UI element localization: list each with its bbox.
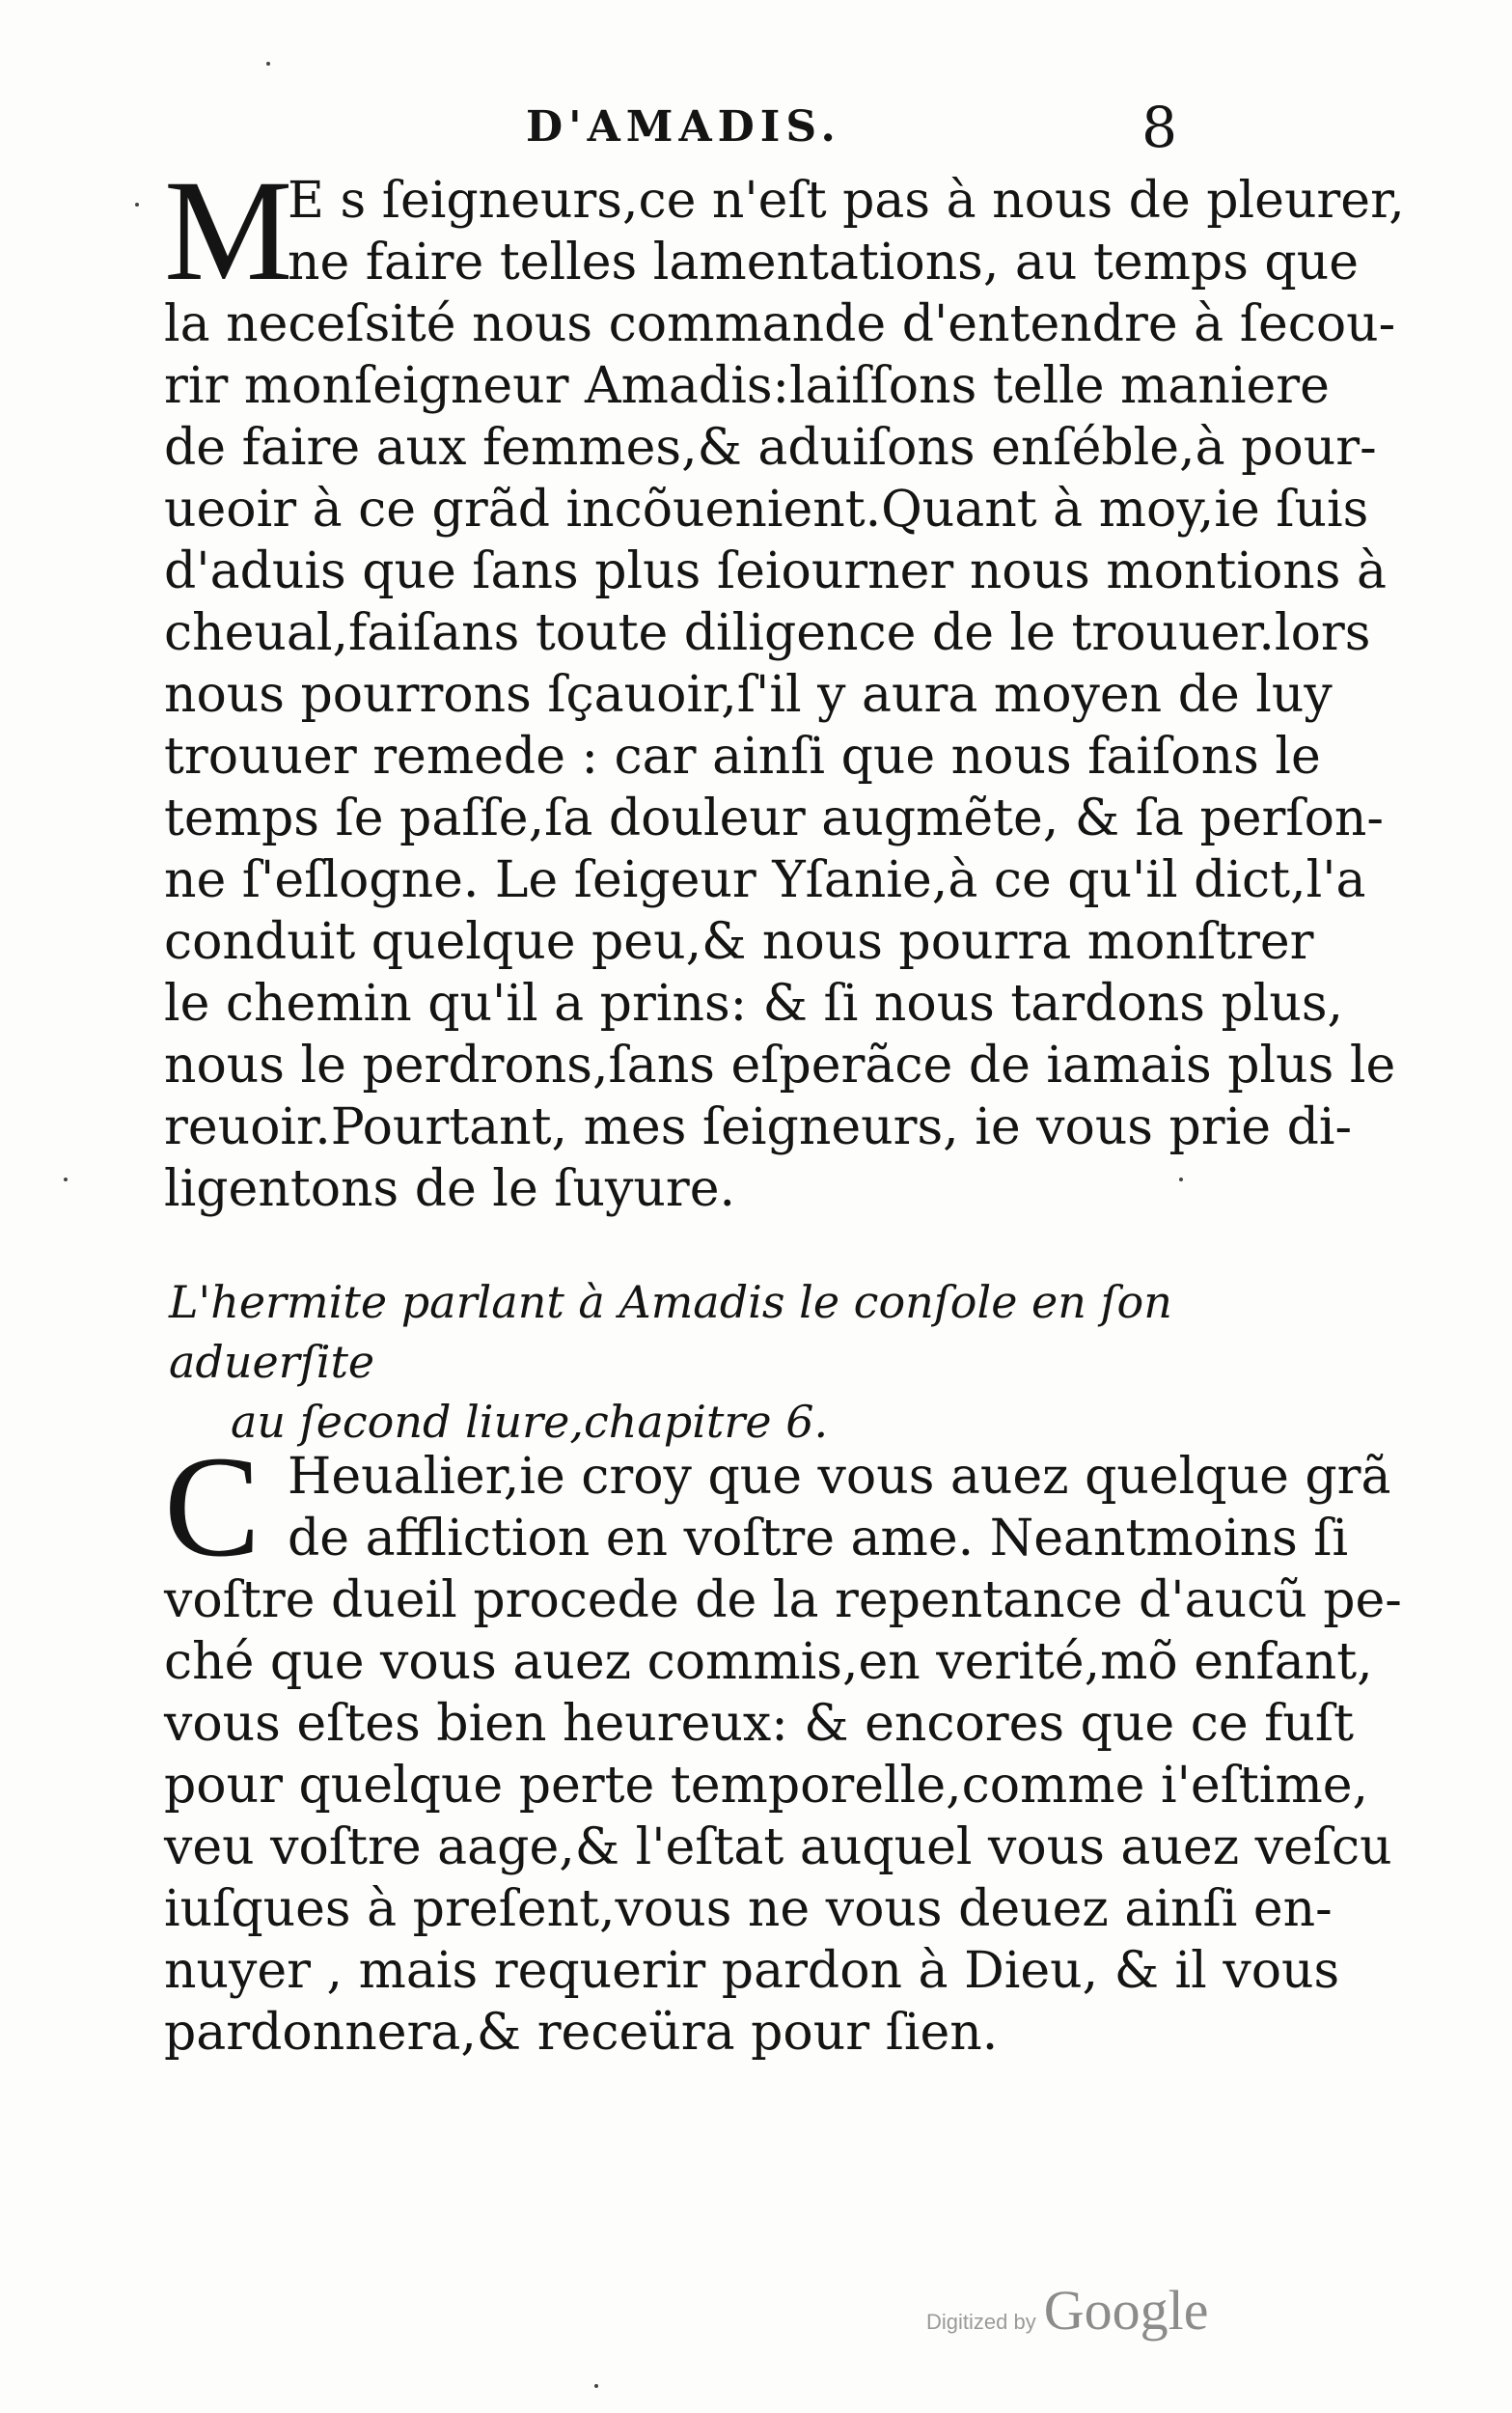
text-line: nuyer , mais requerir pardon à Dieu, & il vous (164, 1942, 1340, 2000)
text-line: ueoir à ce grãd incõuenient.Quant à moy,ie ſuis (164, 481, 1369, 539)
text-line: nous pourrons ſçauoir,ſ'il y aura moyen de luy (164, 666, 1333, 724)
passage-two (164, 1427, 1402, 2064)
text-line: nous le perdrons,ſans eſperãce de iamais plus le (164, 1037, 1396, 1095)
scan-speck (266, 62, 270, 66)
text-line: vous eſtes bien heureux: & encores que ce fuſt (164, 1695, 1354, 1753)
page-header (502, 95, 1177, 180)
text-line: de faire aux femmes,& aduiſons enſéble,à pour- (164, 419, 1377, 477)
text-line: ché que vous auez commis,en verité,mõ enfant, (164, 1633, 1373, 1691)
drop-capital: C (164, 1427, 261, 1587)
scan-speck (1179, 1178, 1183, 1181)
text-line: reuoir.Pourtant, mes ſeigneurs, ie vous prie di- (164, 1098, 1353, 1156)
text-line: temps ſe paſſe,ſa douleur augmẽte, & ſa perſon- (164, 790, 1384, 847)
text-line: pardonnera,& receüra pour ſien. (164, 2004, 999, 2062)
scan-speck (64, 1178, 68, 1181)
section-caption (169, 1272, 1221, 1452)
text-line: veu voſtre aage,& l'eſtat auquel vous auez veſcu (164, 1818, 1392, 1876)
text-line: ne ſ'eſlogne. Le ſeigeur Yſanie,à ce qu'il dict,l'a (164, 851, 1366, 909)
text-line: le chemin qu'il a prins: & ſi nous tardons plus, (164, 975, 1344, 1033)
text-line: iuſques à preſent,vous ne vous deuez ainſi en- (164, 1880, 1333, 1938)
text-line: E s ſeigneurs,ce n'eſt pas à nous de pleurer, (288, 172, 1405, 230)
text-line: conduit quelque peu,& nous pourra monſtrer (164, 913, 1314, 971)
text-line: de affliction en voſtre ame. Neantmoins ſi (288, 1510, 1349, 1567)
caption-line: L'hermite parlant à Amadis le conſole en ſon aduerſite (169, 1276, 1172, 1388)
page-number: 8 (1141, 95, 1177, 160)
text-line: ne faire telles lamentations, au temps que (288, 234, 1359, 291)
digitization-watermark (926, 2278, 1208, 2343)
google-logo: Google (1043, 2279, 1209, 2342)
text-line: cheual,faiſans toute diligence de le trouuer.lors (164, 604, 1371, 662)
watermark-prefix: Digitized by (926, 2310, 1036, 2334)
caption-line: au ſecond liure,chapitre 6. (231, 1396, 829, 1448)
drop-capital: M (164, 151, 293, 311)
running-title: D'AMADIS. (526, 102, 841, 152)
text-line: ligentons de le ſuyure. (164, 1160, 736, 1218)
text-line: rir monſeigneur Amadis:laiſſons telle maniere (164, 357, 1330, 415)
passage-one (164, 151, 1405, 1220)
text-line: pour quelque perte temporelle,comme i'eſtime, (164, 1757, 1369, 1815)
scan-speck (594, 2384, 598, 2388)
text-line: voſtre dueil procede de la repentance d'aucũ pe- (164, 1571, 1402, 1629)
text-line: trouuer remede : car ainſi que nous faiſons le (164, 728, 1321, 786)
text-line: la neceſsité nous commande d'entendre à ſecou- (164, 295, 1396, 353)
text-line: Heualier,ie croy que vous auez quelque grã (288, 1448, 1391, 1506)
text-line: d'aduis que ſans plus ſeiourner nous montions à (164, 542, 1387, 600)
scan-speck (135, 203, 139, 207)
